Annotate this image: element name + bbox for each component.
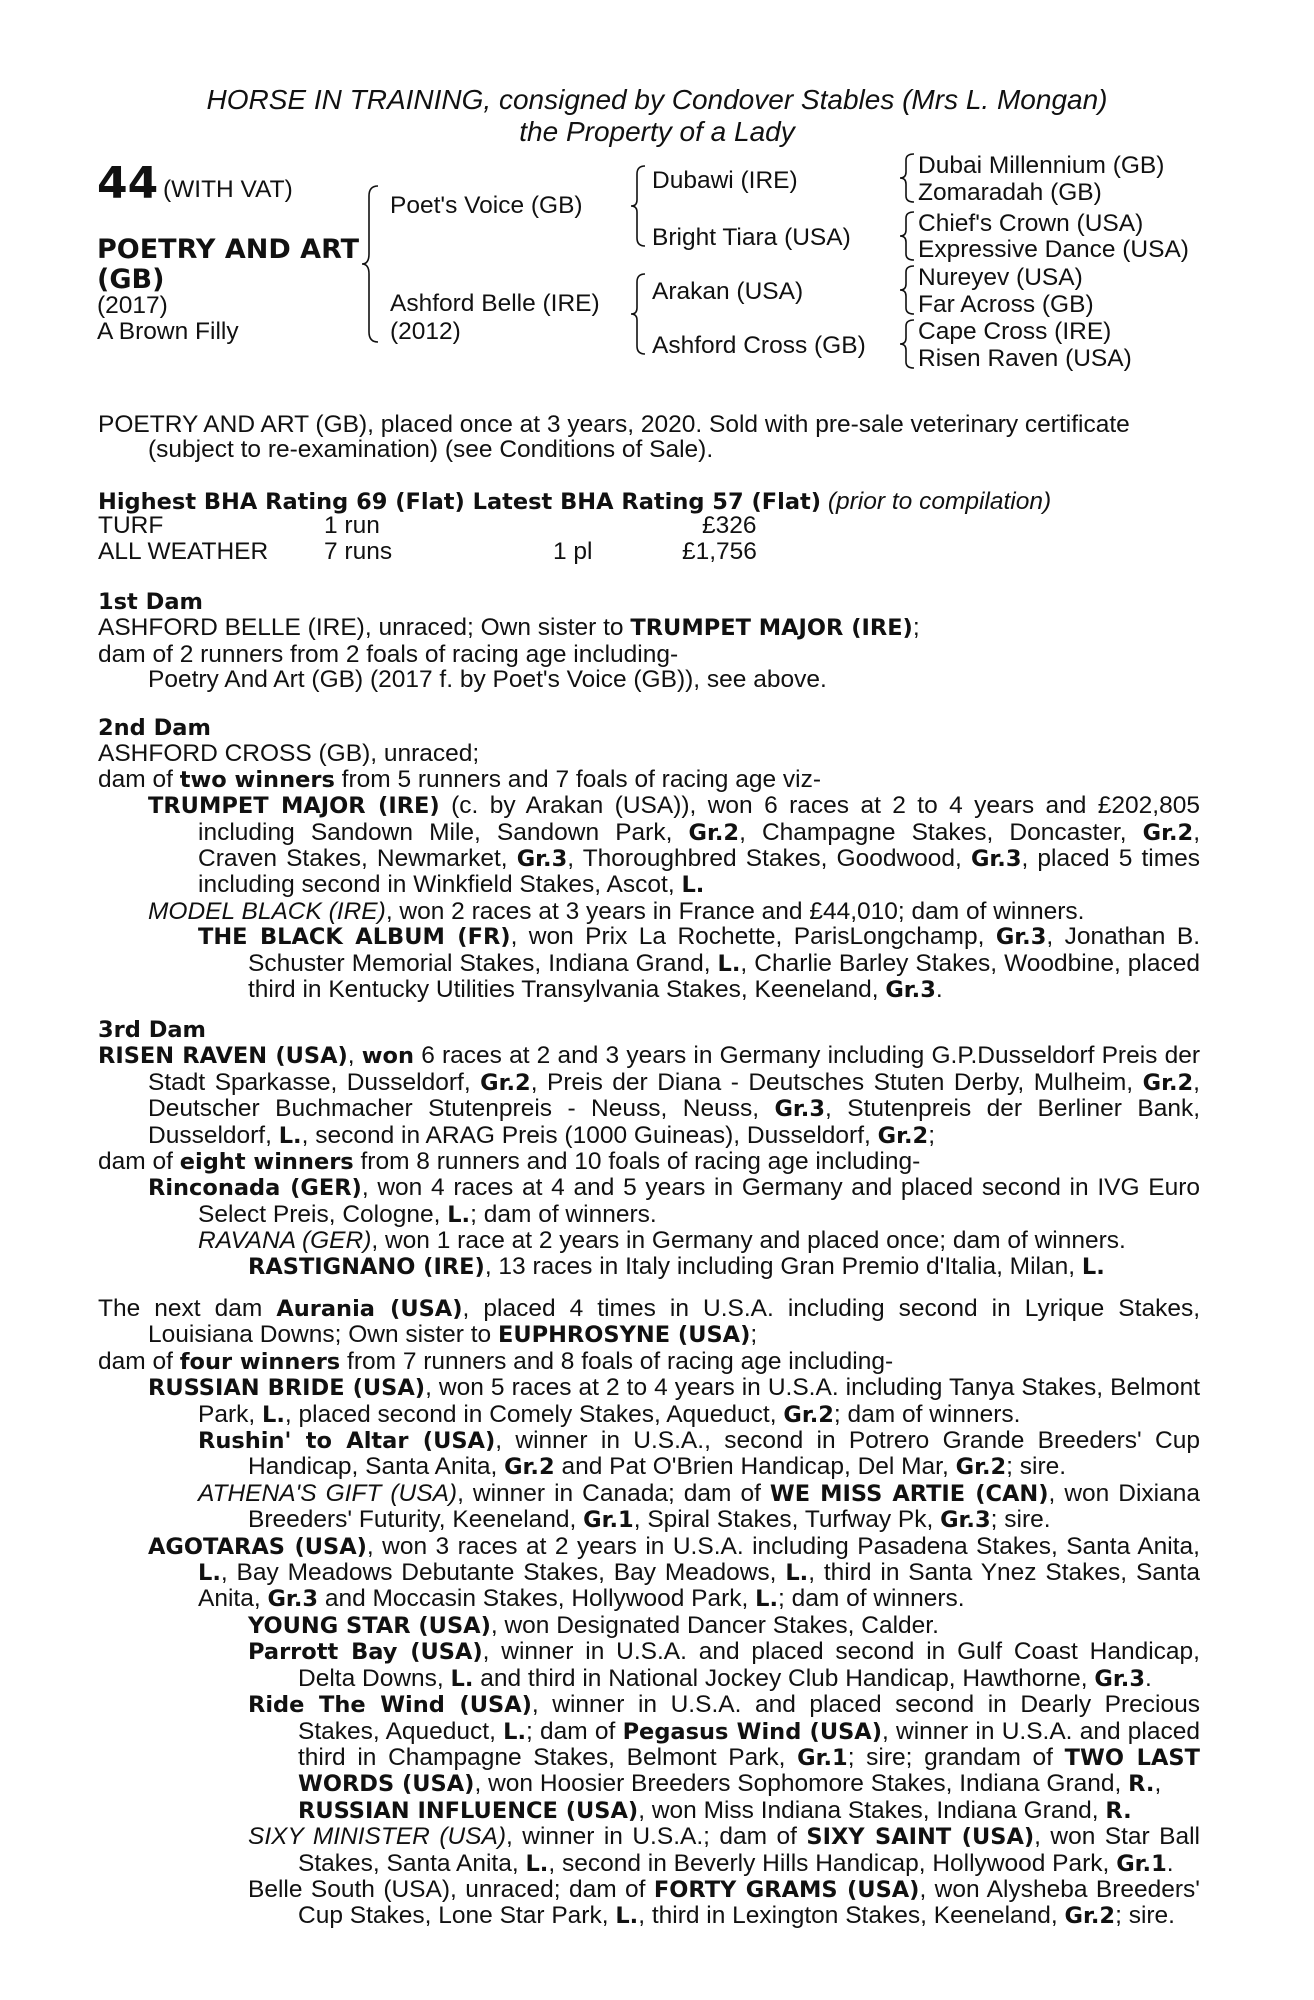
horse-name: POETRY AND ART bbox=[97, 234, 360, 265]
ratings-runs-turf: 1 run bbox=[324, 512, 380, 539]
gen3-name-8: Risen Raven (USA) bbox=[918, 345, 1132, 372]
entry-belle-south: Belle South (USA), unraced; dam of FORTY GRAMS (USA), won Alysheba Breeders' Cup Stakes, Lone Star Park, L., third in Lexington Stakes, Keeneland, Gr.2; sire. bbox=[248, 1875, 1200, 1930]
dam-name: Ashford Belle (IRE) bbox=[390, 290, 600, 317]
gen3-name-7: Cape Cross (IRE) bbox=[918, 318, 1112, 345]
entry-parrott-bay: Parrott Bay (USA), winner in U.S.A. and placed second in Gulf Coast Handicap, Delta Downs, L. and third in National Jockey Club Handicap, Hawthorne, Gr.3. bbox=[248, 1638, 1200, 1692]
gen3-name-1: Dubai Millennium (GB) bbox=[918, 152, 1165, 179]
sire-parents-bracket bbox=[629, 164, 647, 248]
next-dam-produce-summary: dam of four winners from 7 runners and 8 foals of racing age including- bbox=[98, 1347, 894, 1375]
ratings-note: (prior to compilation) bbox=[827, 488, 1052, 515]
entry-russian-bride: RUSSIAN BRIDE (USA), won 5 races at 2 to 4 years in U.S.A. including Tanya Stakes, Belmont Park, L., placed second in Comely Stakes, Aqueduct, Gr.2; dam of winners. bbox=[148, 1374, 1201, 1428]
gen3-name-5: Nureyev (USA) bbox=[918, 264, 1083, 291]
vat-note: (WITH VAT) bbox=[163, 176, 293, 203]
gen3-name-6: Far Across (GB) bbox=[918, 291, 1094, 318]
ratings-earnings-turf: £326 bbox=[702, 512, 757, 539]
second-dam-line-2: dam of two winners from 5 runners and 7 foals of racing age viz- bbox=[98, 765, 822, 793]
dam-parents-bracket bbox=[629, 272, 647, 356]
second-dam-line-1: ASHFORD CROSS (GB), unraced; bbox=[98, 740, 480, 768]
third-dam-section bbox=[98, 1018, 1200, 1280]
gen3-name-3: Chief's Crown (USA) bbox=[918, 210, 1144, 237]
ratings-surface-turf: TURF bbox=[98, 512, 164, 539]
ratings-surface-aw: ALL WEATHER bbox=[98, 538, 269, 565]
entry-athenas-gift: ATHENA'S GIFT (USA), winner in Canada; dam of WE MISS ARTIE (CAN), won Dixiana Breeders' Futurity, Keeneland, Gr.1, Spiral Stakes, Turfway Pk, Gr.3; sire. bbox=[198, 1479, 1200, 1534]
gen3-bracket-2 bbox=[898, 210, 916, 262]
entry-trumpet-major: TRUMPET MAJOR (IRE) (c. by Arakan (USA)), won 6 races at 2 to 4 years and £202,805 including Sandown Mile, Sandown Park, Gr.2, Champagne Stakes, Doncaster, Gr.2, Craven Stakes, Newmarket, Gr.3, Thoroughbred Stakes, Goodwood, Gr.3, placed 5 times including second in Winkfield Stakes, Ascot, L. bbox=[148, 792, 1200, 899]
entry-risen-raven: RISEN RAVEN (USA), won 6 races at 2 and 3 years in Germany including G.P.Dusseldorf Preis der Stadt Sparkasse, Dusseldorf, Gr.2, Preis der Diana - Deutsches Stuten Derby, Mulheim, Gr.2, Deutscher Buchmacher Stutenpreis - Neuss, Neuss, Gr.3, Stutenpreis der Berliner Bank, Dusseldorf, L., second in ARAG Preis (1000 Guineas), Dusseldorf, Gr.2; bbox=[98, 1042, 1201, 1149]
next-dam-section bbox=[98, 1296, 1200, 1930]
entry-the-black-album: THE BLACK ALBUM (FR), won Prix La Rochette, ParisLongchamp, Gr.3, Jonathan B. Schuster Memorial Stakes, Indiana Grand, L., Charlie Barley Stakes, Woodbine, placed third in Kentucky Utilities Transylvania Stakes, Keeneland, Gr.3. bbox=[198, 923, 1200, 1004]
first-dam-line-2: dam of 2 runners from 2 foals of racing age including- bbox=[98, 640, 679, 668]
entry-agotaras: AGOTARAS (USA), won 3 races at 2 years in U.S.A. including Pasadena Stakes, Santa Anita, L., Bay Meadows Debutante Stakes, Bay Meadows, L., third in Santa Ynez Stakes, Santa Anita, Gr.3 and Moccasin Stakes, Hollywood Park, L.; dam of winners. bbox=[148, 1532, 1200, 1613]
race-summary bbox=[98, 412, 1200, 463]
entry-aurania: The next dam Aurania (USA), placed 4 times in U.S.A. including second in Lyrique Stakes, Louisiana Downs; Own sister to EUPHROSYNE (USA); bbox=[98, 1295, 1201, 1349]
entry-young-star: YOUNG STAR (USA), won Designated Dancer Stakes, Calder. bbox=[248, 1611, 939, 1639]
gen3-bracket-1 bbox=[898, 152, 916, 204]
entry-rinconada: Rinconada (GER), won 4 races at 4 and 5 years in Germany and placed second in IVG Euro Select Preis, Cologne, L.; dam of winners. bbox=[148, 1174, 1201, 1228]
sale-header-line2: the Property of a Lady bbox=[519, 116, 795, 147]
horse-country: (GB) bbox=[97, 264, 165, 295]
sire-name: Poet's Voice (GB) bbox=[390, 192, 583, 219]
first-dam-section bbox=[98, 590, 1200, 693]
third-dam-produce-summary: dam of eight winners from 8 runners and 10 foals of racing age including- bbox=[98, 1148, 921, 1176]
ratings-runs-aw: 7 runs bbox=[324, 538, 393, 565]
lot-number: 44 bbox=[97, 158, 159, 209]
entry-model-black: MODEL BLACK (IRE), won 2 races at 3 years in France and £44,010; dam of winners. bbox=[148, 897, 1085, 925]
summary-line-2: (subject to re-examination) (see Conditions of Sale). bbox=[148, 436, 714, 464]
horse-year: (2017) bbox=[97, 292, 168, 319]
gen3-name-4: Expressive Dance (USA) bbox=[918, 236, 1189, 263]
ratings-heading: Highest BHA Rating 69 (Flat) Latest BHA Rating 57 (Flat) bbox=[98, 489, 822, 515]
second-dam-heading: 2nd Dam bbox=[98, 715, 211, 741]
sale-header-line1: HORSE IN TRAINING, consigned by Condover Stables (Mrs L. Mongan) bbox=[206, 84, 1108, 115]
ratings-earnings-aw: £1,756 bbox=[682, 538, 757, 565]
horse-description: A Brown Filly bbox=[97, 318, 239, 345]
gen2-dam-dam: Ashford Cross (GB) bbox=[652, 332, 866, 359]
summary-line-1: POETRY AND ART (GB), placed once at 3 years, 2020. Sold with pre-sale veterinary certificate bbox=[98, 411, 1130, 438]
gen3-bracket-3 bbox=[898, 264, 916, 316]
ratings-placed-aw: 1 pl bbox=[553, 538, 593, 565]
gen2-dam-sire: Arakan (USA) bbox=[652, 278, 804, 305]
sire-dam-bracket bbox=[360, 184, 380, 344]
gen2-sire-sire: Dubawi (IRE) bbox=[652, 167, 798, 194]
gen2-sire-dam: Bright Tiara (USA) bbox=[652, 224, 851, 251]
second-dam-section bbox=[98, 716, 1200, 1003]
entry-sixy-minister: SIXY MINISTER (USA), winner in U.S.A.; dam of SIXY SAINT (USA), won Star Ball Stakes, Santa Anita, L., second in Beverly Hills Handicap, Hollywood Park, Gr.1. bbox=[248, 1823, 1200, 1877]
entry-rushin-to-altar: Rushin' to Altar (USA), winner in U.S.A., second in Potrero Grande Breeders' Cup Handicap, Santa Anita, Gr.2 and Pat O'Brien Handicap, Del Mar, Gr.2; sire. bbox=[198, 1427, 1200, 1481]
entry-ride-the-wind: Ride The Wind (USA), winner in U.S.A. and placed second in Dearly Precious Stakes, Aqueduct, L.; dam of Pegasus Wind (USA), winner in U.S.A. and placed third in Champagne Stakes, Belmont Park, Gr.1; sire; grandam of TWO LAST WORDS (USA), won Hoosier Breeders Sophomore Stakes, Indiana Grand, R., RUSSIAN INFLUENCE (USA), won Miss Indiana Stakes, Indiana Grand, R. bbox=[248, 1691, 1200, 1824]
gen3-name-2: Zomaradah (GB) bbox=[918, 179, 1102, 206]
first-dam-produce: Poetry And Art (GB) (2017 f. by Poet's Voice (GB)), see above. bbox=[148, 666, 827, 694]
first-dam-line-1: ASHFORD BELLE (IRE), unraced; Own sister to TRUMPET MAJOR (IRE); bbox=[98, 614, 920, 642]
dam-year: (2012) bbox=[390, 318, 461, 345]
gen3-bracket-4 bbox=[898, 318, 916, 370]
third-dam-heading: 3rd Dam bbox=[98, 1017, 206, 1043]
entry-ravana: RAVANA (GER), won 1 race at 2 years in Germany and placed once; dam of winners. bbox=[198, 1227, 1126, 1255]
first-dam-heading: 1st Dam bbox=[98, 589, 203, 615]
entry-rastignano: RASTIGNANO (IRE), 13 races in Italy including Gran Premio d'Italia, Milan, L. bbox=[248, 1252, 1105, 1280]
